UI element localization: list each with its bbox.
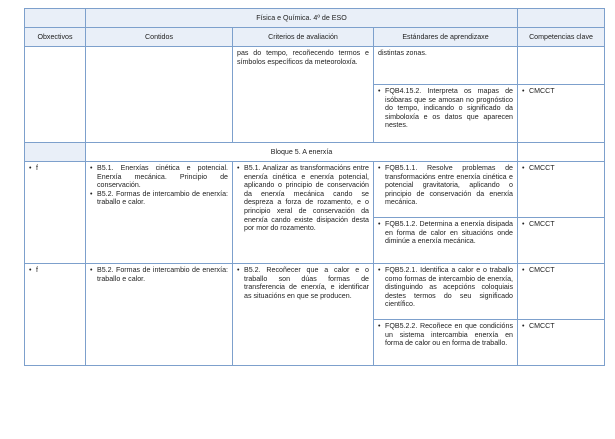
block-title: Bloque 5. A enerxía: [86, 143, 518, 162]
competence-cell: [518, 218, 605, 264]
block-blank-cell: [25, 143, 86, 162]
standard-item: • FQB5.2.1. Identifica a calor e o traballo como formas de intercambio de enerxía, distinguindo as acepcións coloquiais destes termos do seu significado científico.: [378, 266, 513, 309]
competence-cell: [518, 264, 605, 320]
standard-cell: [374, 162, 518, 218]
title-blank-cell: [25, 9, 86, 28]
objective-item: • f: [29, 266, 81, 275]
criterion-cell: [233, 162, 374, 264]
competence-item: • CMCCT: [522, 164, 600, 173]
content-item: • B5.1. Enerxías cinética e potencial. Enerxía mecánica. Principio de conservación.: [90, 164, 228, 190]
block-blank-cell-right: [518, 143, 605, 162]
competence-item: • CMCCT: [522, 266, 600, 275]
title-blank-cell-right: [518, 9, 605, 28]
continuation-objective: [25, 47, 86, 143]
table-title: Física e Química. 4º de ESO: [86, 9, 518, 28]
standard-cell: [374, 264, 518, 320]
header-competences: Competencias clave: [518, 28, 605, 47]
competence-item: • CMCCT: [522, 220, 600, 229]
criterion-cell: [233, 264, 374, 366]
continuation-standard-tail: distintas zonas.: [374, 47, 518, 85]
header-standards: Estándares de aprendizaxe: [374, 28, 518, 47]
continuation-criteria: pas do tempo, recoñecendo termos e símbolos específicos da meteoroloxía.: [233, 47, 374, 143]
standard-cell: [374, 85, 518, 143]
standard-item: • FQB4.15.2. Interpreta os mapas de isóbaras que se amosan no prognóstico do tempo, indicando o significado da simboloxía e os datos que aparecen nestes.: [378, 87, 513, 130]
competence-cell: [518, 162, 605, 218]
table-row: [25, 264, 605, 320]
criterion-item: • B5.1. Analizar as transformacións entre enerxía cinética e enerxía potencial, aplicando o principio de conservación da enerxía mecánica cando se despreza a forza de rozamento, e o principio xeral de conservación da enerxía cando existe disipación desta por mor do rozamento.: [237, 164, 369, 233]
competence-cell: [518, 320, 605, 366]
curriculum-table: [24, 8, 605, 366]
standard-cell: [374, 320, 518, 366]
header-criteria: Criterios de avaliación: [233, 28, 374, 47]
content-item: • B5.2. Formas de intercambio de enerxía: traballo e calor.: [90, 266, 228, 283]
table-title-row: [25, 9, 605, 28]
header-objectives: Obxectivos: [25, 28, 86, 47]
objective-cell: [25, 162, 86, 264]
continuation-row: [25, 47, 605, 85]
header-row: [25, 28, 605, 47]
block-row: [25, 143, 605, 162]
standard-item: • FQB5.1.2. Determina a enerxía disipada en forma de calor en situacións onde diminúe a enerxía mecánica.: [378, 220, 513, 246]
table-row: [25, 162, 605, 218]
objective-cell: [25, 264, 86, 366]
objective-item: • f: [29, 164, 81, 173]
continuation-competence-tail: [518, 47, 605, 85]
continuation-contents: [86, 47, 233, 143]
contents-cell: [86, 162, 233, 264]
competence-item: • CMCCT: [522, 322, 600, 331]
standard-cell: [374, 218, 518, 264]
standard-item: • FQB5.2.2. Recoñece en que condicións un sistema intercambia enerxía en forma de calor ou en forma de traballo.: [378, 322, 513, 348]
standard-item: • FQB5.1.1. Resolve problemas de transformacións entre enerxía cinética e potencial gravitatoria, aplicando o principio de conservación da enerxía mecánica.: [378, 164, 513, 207]
header-contents: Contidos: [86, 28, 233, 47]
competence-item: • CMCCT: [522, 87, 600, 96]
competence-cell: [518, 85, 605, 143]
contents-cell: [86, 264, 233, 366]
criterion-item: • B5.2. Recoñecer que a calor e o traballo son dúas formas de transferencia de enerxía, e identificar as situacións en que se producen.: [237, 266, 369, 300]
content-item: • B5.2. Formas de intercambio de enerxía: traballo e calor.: [90, 190, 228, 207]
